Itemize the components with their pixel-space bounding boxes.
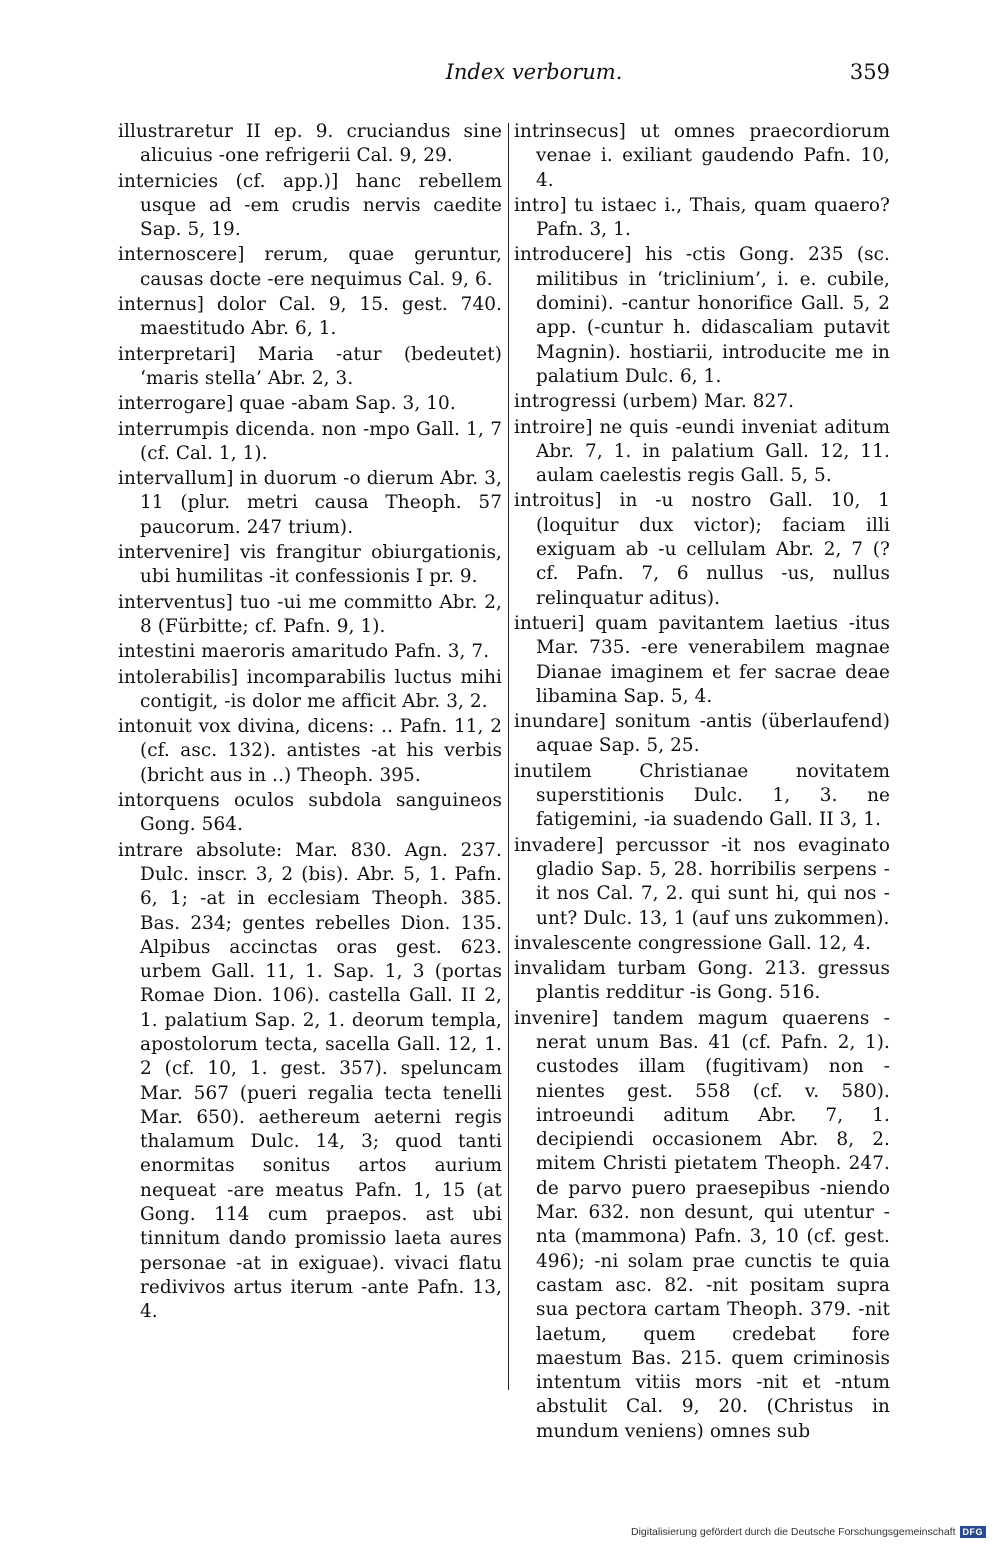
index-entry: interrogare] quae -abam Sap. 3, 10. xyxy=(118,393,456,415)
index-entry: interpretari] Maria -atur (bedeutet) ‘maris stella’ Abr. 2, 3. xyxy=(118,343,502,389)
index-entry: intrinsecus] ut omnes praecordiorum venae i. exiliant gaudendo Pafn. 10, 4. xyxy=(514,121,890,191)
index-entry: invalescente congressione Gall. 12, 4. xyxy=(514,932,872,954)
index-entry: introducere] his -ctis Gong. 235 (sc. militibus in ‘triclinium’, i. e. cubile, domini). -cantur honorifice Gall. 5, 2 app. (-cuntur h. didascaliam putavit Magnin). hostiarii, introducite me in palatium Dulc. 6, 1. xyxy=(514,244,890,387)
index-entry: interventus] tuo -ui me committo Abr. 2, 8 (Fürbitte; cf. Pafn. 9, 1). xyxy=(118,591,502,637)
index-entry: intro] tu istaec i., Thais, quam quaero? Pafn. 3, 1. xyxy=(514,194,890,241)
index-entry: intonuit vox divina, dicens: .. Pafn. 11, 2 (cf. asc. 132). antistes -at his verbis (bricht aus in ..) Theoph. 395. xyxy=(118,716,502,786)
index-entry: intestini maeroris amaritudo Pafn. 3, 7. xyxy=(118,641,490,663)
running-head xyxy=(118,60,890,90)
index-entry: intervenire] vis frangitur obiurgationis, ubi humilitas -it confessionis I pr. 9. xyxy=(118,542,502,588)
index-entry: intervallum] in duorum -o dierum Abr. 3, 11 (plur. metri causa Theoph. 57 paucorum. 247 trium). xyxy=(118,468,502,538)
index-entry: intorquens oculos subdola sanguineos Gong. 564. xyxy=(118,790,502,836)
index-entry: introire] ne quis -eundi inveniat aditum Abr. 7, 1. in palatium Gall. 12, 11. aulam caelestis regis Gall. 5, 5. xyxy=(514,416,890,487)
left-column xyxy=(118,120,502,1326)
column-divider xyxy=(508,123,509,1390)
dfg-logo: DFG xyxy=(960,1526,987,1538)
index-entry: internus] dolor Cal. 9, 15. gest. 740. maestitudo Abr. 6, 1. xyxy=(118,294,502,340)
footer-credit xyxy=(631,1526,986,1538)
index-entry: inundare] sonitum -antis (überlaufend) aquae Sap. 5, 25. xyxy=(514,711,890,757)
index-entry: intrare absolute: Mar. 830. Agn. 237. Dulc. inscr. 3, 2 (bis). Abr. 5, 1. Pafn. 6, 1; -at in ecclesiam Theoph. 385. Bas. 234; gentes rebelles Dion. 135. Alpibus accinctas oras gest. 623. urbem Gall. 11, 1. Sap. 1, 3 (portas Romae Dion. 106). castella Gall. II 2, 1. palatium Sap. 2, 1. deorum templa, apostolorum tecta, sacella Gall. 12, 1. 2 (cf. 10, 1. gest. 357). speluncam Mar. 567 (pueri regalia tecta tenelli Mar. 650). aethereum aeterni regis thalamum Dulc. 14, 3; quod tanti enormitas sonitus artos aurium nequeat -are meatus Pafn. 1, 15 (at Gong. 114 cum praepos. ast ubi tinnitum dando promissio laeta aures personae -at in exiguae). vivaci flatu redivivos artus iterum -ante Pafn. 13, 4. xyxy=(118,839,502,1323)
index-entry: invenire] tandem magum quaerens -nerat unum Bas. 41 (cf. Pafn. 2, 1). custodes illam (fugitivam) non -nientes gest. 558 (cf. v. 580). introeundi aditum Abr. 7, 1. decipiendi occasionem Abr. 8, 2. mitem Christi pietatem Theoph. 247. de parvo puero praesepibus -niendo Mar. 632. non desunt, qui utentur -nta (mammona) Pafn. 3, 10 (cf. gest. 496); -ni solam prae cunctis te quia castam asc. 82. -nit positam supra sua pectora cartam Theoph. 379. -nit laetum, quem credebat fore maestum Bas. 215. quem criminosis intentum vitiis mors -nit et -ntum abstulit Cal. 9, 20. (Christus in mundum veniens) omnes sub xyxy=(514,1007,890,1442)
index-entry: invadere] percussor -it nos evaginato gladio Sap. 5, 28. horribilis serpens -it nos Cal. 7, 2. qui sunt hi, qui nos -unt? Dulc. 13, 1 (auf uns zukommen). xyxy=(514,834,890,929)
page-title: Index verborum. xyxy=(445,60,623,84)
index-entry: illustraretur II ep. 9. cruciandus sine alicuius -one refrigerii Cal. 9, 29. xyxy=(118,121,502,167)
funding-note: Digitalisierung gefördert durch die Deutsche Forschungsgemeinschaft xyxy=(630,1526,956,1538)
index-entry: inutilem Christianae novitatem superstitionis Dulc. 1, 3. ne fatigemini, -ia suadendo Gall. II 3, 1. xyxy=(514,760,890,831)
index-entry: internoscere] rerum, quae geruntur, causas docte -ere nequimus Cal. 9, 6. xyxy=(118,244,502,290)
index-entry: introitus] in -u nostro Gall. 10, 1 (loquitur dux victor); faciam illi exiguam ab -u cellulam Abr. 2, 7 (? cf. Pafn. 7, 6 nullus -us, nullus relinquatur aditus). xyxy=(514,490,890,609)
index-entry: intueri] quam pavitantem laetius -itus Mar. 735. -ere venerabilem magnae Dianae imaginem et fer sacrae deae libamina Sap. 5, 4. xyxy=(514,612,890,707)
index-entry: interrumpis dicenda. non -mpo Gall. 1, 7 (cf. Cal. 1, 1). xyxy=(118,418,502,464)
right-column xyxy=(514,120,890,1445)
page-number: 359 xyxy=(849,60,890,84)
index-entry: internicies (cf. app.)] hanc rebellem usque ad -em crudis nervis caedite Sap. 5, 19. xyxy=(118,170,502,241)
index-entry: intolerabilis] incomparabilis luctus mihi contigit, -is dolor me afficit Abr. 3, 2. xyxy=(118,666,502,712)
index-entry: invalidam turbam Gong. 213. gressus plantis redditur -is Gong. 516. xyxy=(514,958,890,1004)
index-entry: introgressi (urbem) Mar. 827. xyxy=(514,391,795,413)
